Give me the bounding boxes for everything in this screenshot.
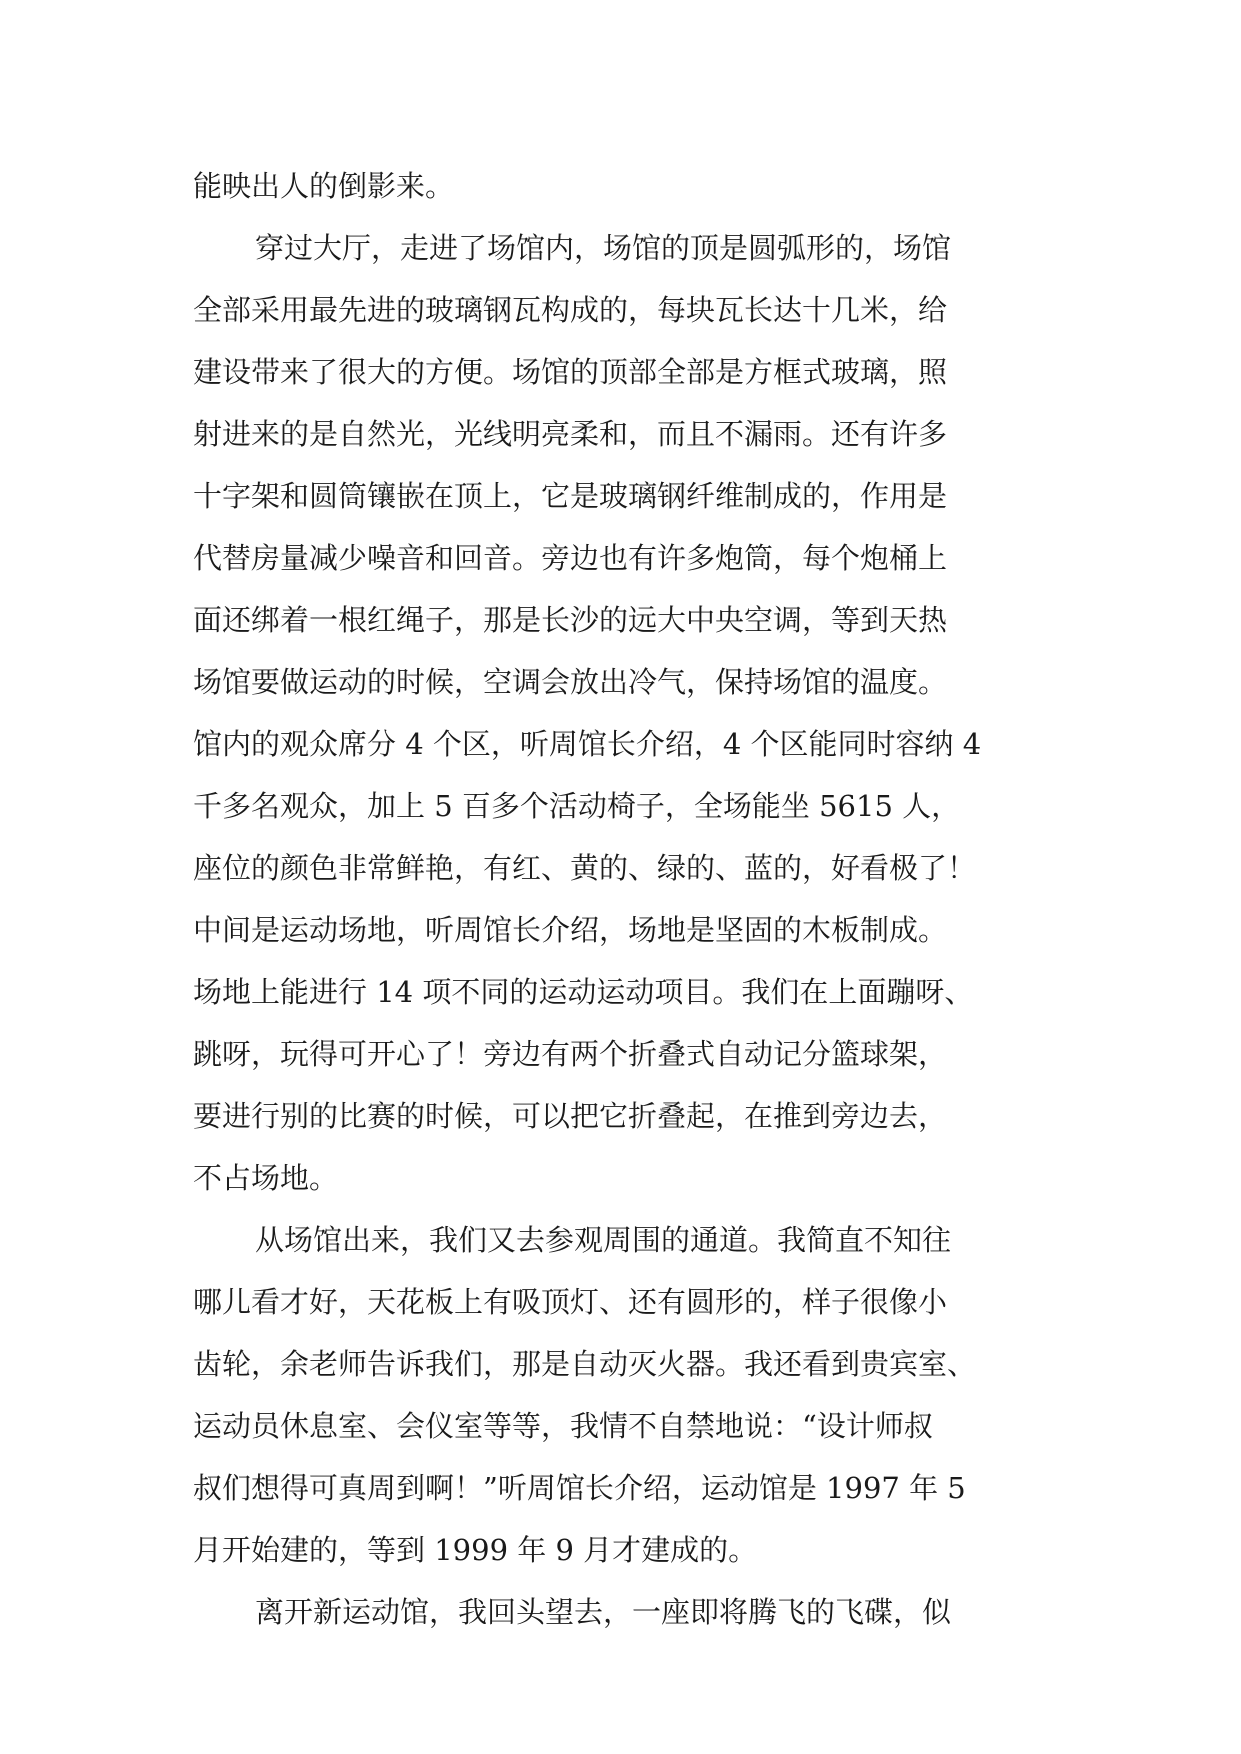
text-line: 场馆要做运动的时候，空调会放出冷气，保持场馆的温度。 bbox=[193, 665, 948, 699]
text-line: 中间是运动场地，听周馆长介绍，场地是坚固的木板制成。 bbox=[193, 913, 948, 947]
body-text bbox=[193, 155, 1053, 1643]
text-line: 建设带来了很大的方便。场馆的顶部全部是方框式玻璃，照 bbox=[193, 355, 948, 389]
text-line: 千多名观众，加上 5 百多个活动椅子，全场能坐 5615 人， bbox=[193, 789, 961, 823]
text-line: 全部采用最先进的玻璃钢瓦构成的，每块瓦长达十几米，给 bbox=[193, 293, 948, 327]
text-line: 馆内的观众席分 4 个区，听周馆长介绍，4 个区能同时容纳 4 bbox=[193, 727, 982, 761]
text-line: 场地上能进行 14 项不同的运动运动项目。我们在上面蹦呀、 bbox=[193, 975, 974, 1009]
text-line: 射进来的是自然光，光线明亮柔和，而且不漏雨。还有许多 bbox=[193, 417, 948, 451]
text-line: 穿过大厅，走进了场馆内，场馆的顶是圆弧形的，场馆 bbox=[255, 231, 952, 265]
text-line: 不占场地。 bbox=[193, 1161, 339, 1195]
text-line: 跳呀，玩得可开心了！旁边有两个折叠式自动记分篮球架， bbox=[193, 1037, 948, 1071]
text-line: 哪儿看才好，天花板上有吸顶灯、还有圆形的，样子很像小 bbox=[193, 1285, 948, 1319]
text-line: 面还绑着一根红绳子，那是长沙的远大中央空调，等到天热 bbox=[193, 603, 948, 637]
text-line: 代替房量减少噪音和回音。旁边也有许多炮筒，每个炮桶上 bbox=[193, 541, 948, 575]
text-line: 要进行别的比赛的时候，可以把它折叠起，在推到旁边去， bbox=[193, 1099, 948, 1133]
text-line: 座位的颜色非常鲜艳，有红、黄的、绿的、蓝的，好看极了！ bbox=[193, 851, 977, 885]
text-line: 十字架和圆筒镶嵌在顶上，它是玻璃钢纤维制成的，作用是 bbox=[193, 479, 948, 513]
text-line: 从场馆出来，我们又去参观周围的通道。我简直不知往 bbox=[255, 1223, 952, 1257]
text-line: 月开始建的，等到 1999 年 9 月才建成的。 bbox=[193, 1533, 758, 1567]
text-line: 叔们想得可真周到啊！”听周馆长介绍，运动馆是 1997 年 5 bbox=[193, 1471, 966, 1505]
text-line: 能映出人的倒影来。 bbox=[193, 169, 455, 203]
text-line: 运动员休息室、会仪室等等，我情不自禁地说：“设计师叔 bbox=[193, 1409, 933, 1443]
text-line: 离开新运动馆，我回头望去，一座即将腾飞的飞碟，似 bbox=[255, 1595, 952, 1629]
text-line: 齿轮，余老师告诉我们，那是自动灭火器。我还看到贵宾室、 bbox=[193, 1347, 977, 1381]
